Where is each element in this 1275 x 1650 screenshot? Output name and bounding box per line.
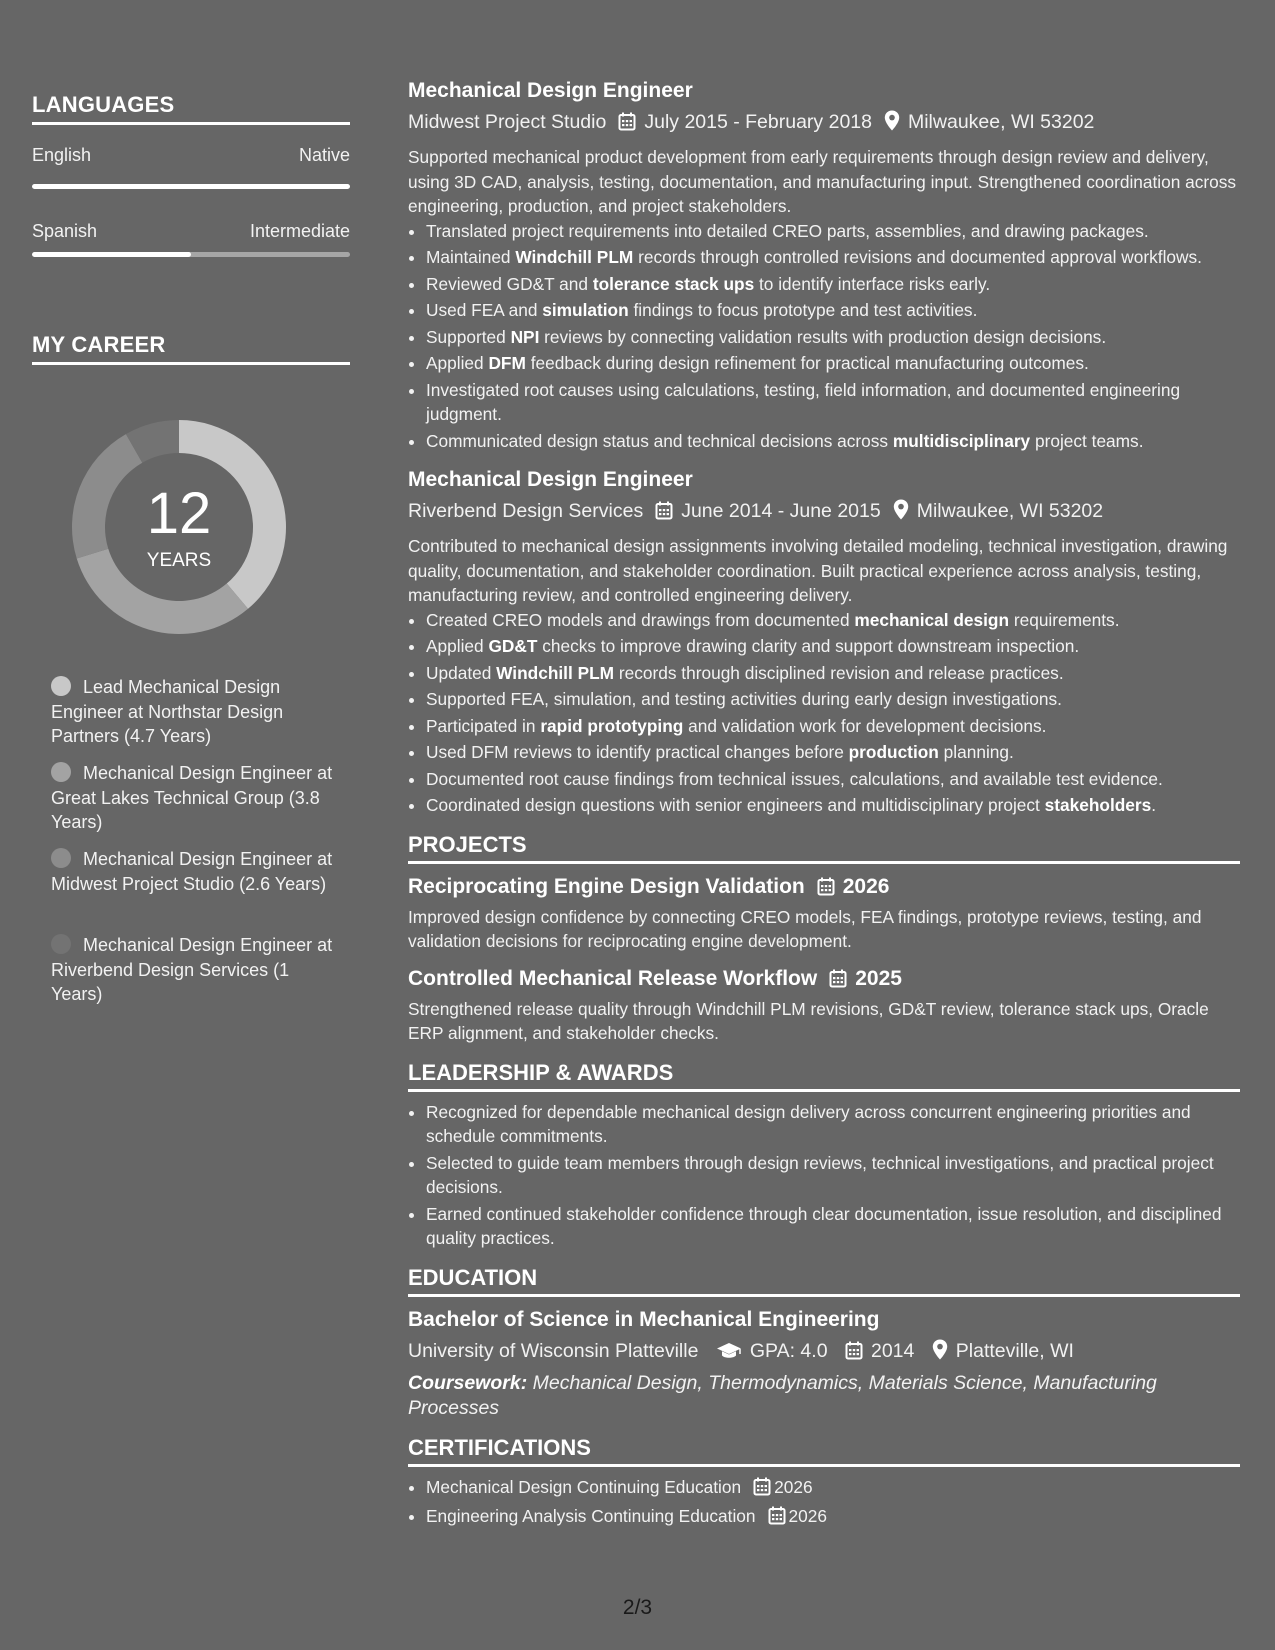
project-title-row [408,872,1240,905]
bullet-item [426,351,1240,376]
calendar-icon [845,1339,863,1369]
project-year: 2025 [855,966,902,990]
bullet-text: Communicated design status and technical decisions across [426,430,893,451]
job-meta [408,107,1240,140]
bullet-item [426,767,1240,792]
language-name: Spanish [32,221,98,241]
bullet-text: to identify interface risks early. [754,273,991,294]
job-title: Mechanical Design Engineer [408,468,693,491]
bullet-text: Maintained [426,247,516,267]
certification-item [426,1475,1240,1503]
project-year: 2026 [842,874,890,898]
job-entry [408,76,1240,453]
coursework-list: Mechanical Design, Thermodynamics, Materials Science, Manufacturing Processes [408,1371,1157,1419]
career-legend-label: Mechanical Design Engineer at Midwest Project Studio (2.6 Years) [51,849,333,894]
career-heading: MY CAREER [32,332,350,365]
bullet-item [426,325,1240,350]
projects-heading: PROJECTS [408,832,1240,864]
bullet-text: Updated [426,662,497,683]
language-bar-fill [32,252,191,257]
education-year: 2014 [870,1339,915,1362]
language-bar-english [32,184,350,189]
location-pin-icon [893,499,909,529]
job-location: Milwaukee, WI 53202 [907,111,1095,133]
calendar-icon [618,110,636,140]
bullet-text: reviews by connecting validation results with production design decisions. [539,326,1107,347]
location-pin-icon [884,110,900,140]
project-description: Strengthened release quality through Windchill PLM revisions, GD&T review, tolerance stack ups, Oracle ERP alignment, and stakeholder checks. [408,998,1209,1043]
job-bullets [408,219,1240,454]
calendar-icon [753,1477,771,1503]
bullet-emphasis: stakeholders [1044,795,1152,815]
career-legend-label: Mechanical Design Engineer at Riverbend Design Services (1 Years) [51,935,333,1004]
language-row-spanish [32,221,350,242]
education-degree: Bachelor of Science in Mechanical Engineering [408,1307,880,1331]
job-bullets [408,608,1240,818]
bullet-text: Used DFM reviews to identify practical changes before [426,742,849,762]
experience-list [408,76,1240,818]
legend-dot [51,762,71,782]
language-bar-fill [32,184,350,189]
education-location: Platteville, WI [955,1339,1074,1362]
calendar-icon [768,1506,786,1532]
bullet-text: Applied [426,353,489,373]
legend-dot [51,676,71,696]
certification-year-wrap [753,1477,812,1497]
certification-name: Mechanical Design Continuing Education [426,1476,742,1497]
education-school: University of Wisconsin Platteville [408,1339,699,1362]
bullet-text: records through controlled revisions and documented approval workflows. [633,247,1202,267]
certification-year: 2026 [788,1506,827,1526]
bullet-emphasis: DFM [488,353,526,373]
bullet-item [426,793,1240,818]
bullet-text: checks to improve drawing clarity and support downstream inspection. [537,636,1080,656]
leadership-heading: LEADERSHIP & AWARDS [408,1060,1240,1092]
bullet-text: and validation work for development decisions. [683,715,1047,736]
bullet-emphasis: tolerance stack ups [592,273,755,294]
bullet-text: . [1151,795,1157,815]
location-pin-icon [932,1339,948,1369]
bullet-emphasis: multidisciplinary [892,430,1031,451]
leadership-item: • Earned continued stakeholder confidence through clear documentation, issue resolution, and disciplined quality practices. [426,1202,1240,1251]
bullet-emphasis: mechanical design [854,609,1010,630]
bullet-item [426,298,1240,323]
job-meta [408,496,1240,529]
page-number: 2/3 [622,1596,653,1619]
certifications-heading: CERTIFICATIONS [408,1435,1240,1467]
leadership-item: • Recognized for dependable mechanical design delivery across concurrent engineering priorities and schedule commitments. [426,1100,1240,1149]
bullet-text: feedback during design refinement for practical manufacturing outcomes. [525,353,1089,373]
leadership-list [408,1100,1240,1251]
bullet-emphasis: rapid prototyping [540,715,684,736]
bullet-emphasis: Windchill PLM [515,247,634,267]
bullet-item [426,608,1240,633]
career-legend-item [51,761,336,835]
career-total-number: 12 [146,481,212,546]
bullet-text: records through disciplined revision and release practices. [614,662,1064,683]
bullet-emphasis: NPI [510,326,540,347]
languages-heading: LANGUAGES [32,92,350,125]
bullet-emphasis: simulation [542,300,629,320]
leadership-item: • Selected to guide team members through design reviews, technical investigations, and practical project decisions. [426,1151,1240,1200]
education-meta [408,1336,1240,1369]
career-legend-item [51,933,336,1007]
education-gpa: GPA: 4.0 [749,1339,828,1362]
bullet-item [426,740,1240,765]
bullet-item [426,714,1240,739]
projects-list [408,872,1240,1046]
bullet-item [426,429,1240,454]
bullet-item [426,661,1240,686]
bullet-emphasis: Windchill PLM [496,662,615,683]
coursework-label: Coursework: [408,1371,528,1394]
career-legend-label: Mechanical Design Engineer at Great Lakes Technical Group (3.8 Years) [51,763,333,832]
certification-year-wrap [768,1506,827,1526]
certification-year: 2026 [774,1476,813,1497]
language-level: Native [298,145,350,165]
project-title-row [408,964,1240,997]
legend-dot [51,934,71,954]
certification-name: Engineering Analysis Continuing Education [426,1506,756,1526]
career-legend-item [51,675,336,749]
bullet-emphasis: production [848,742,939,762]
project-title: Controlled Mechanical Release Workflow [408,966,818,990]
bullet-text: Participated in [426,715,541,736]
language-name: English [32,145,92,165]
project-description: Improved design confidence by connecting CREO models, FEA findings, prototype reviews, testing, and validation decisions for reciprocating engine development. [408,906,1202,951]
bullet-text: Documented root cause findings from technical issues, calculations, and available test evidence. [426,768,1163,789]
bullet-text: requirements. [1009,609,1120,630]
bullet-item [426,219,1240,244]
certifications-list [408,1475,1240,1532]
education-coursework [408,1371,1240,1421]
bullet-text: Supported [426,326,511,347]
education-heading: EDUCATION [408,1265,1240,1297]
bullet-text: Investigated root causes using calculations, testing, field information, and documented engineering judgment. [426,379,1181,424]
calendar-icon [655,499,673,529]
bullet-text: Supported FEA, simulation, and testing activities during early design investigations. [426,689,1062,709]
bullet-item [426,634,1240,659]
bullet-text: Translated project requirements into detailed CREO parts, assemblies, and drawing packages. [426,220,1149,241]
job-entry [408,465,1240,818]
bullet-item [426,378,1240,427]
job-location: Milwaukee, WI 53202 [916,500,1104,522]
bullet-text: Used FEA and [426,300,543,320]
job-dates: June 2014 - June 2015 [681,500,881,522]
project-title: Reciprocating Engine Design Validation [408,874,805,898]
calendar-icon [817,875,835,905]
bullet-text: planning. [938,742,1014,762]
career-total-unit: YEARS [146,550,212,571]
career-legend-item [51,847,336,896]
job-summary: Supported mechanical product development from early requirements through design review and delivery, using 3D CAD, analysis, testing, documentation, and manufacturing input. Strengthened coordination across engineering, production, and project stakeholders. [408,147,1237,216]
job-title: Mechanical Design Engineer [408,79,693,102]
bullet-text: Reviewed GD&T and [426,273,593,294]
job-company: Riverbend Design Services [408,500,644,522]
job-dates: July 2015 - February 2018 [644,111,872,133]
bullet-item [426,272,1240,297]
job-summary: Contributed to mechanical design assignments involving detailed modeling, technical investigation, drawing quality, documentation, and stakeholder coordination. Built practical experience across analysis, testing, manufacturing review, and controlled engineering delivery. [408,536,1228,605]
bullet-item [426,687,1240,712]
bullet-text: findings to focus prototype and test activities. [628,300,978,320]
job-company: Midwest Project Studio [408,111,607,133]
language-level: Intermediate [249,221,350,241]
bullet-text: Coordinated design questions with senior engineers and multidisciplinary project [426,795,1045,815]
calendar-icon [829,967,847,997]
main-column [408,76,1240,1534]
bullet-text: project teams. [1030,430,1144,451]
graduation-cap-icon [716,1339,742,1369]
bullet-emphasis: GD&T [488,636,538,656]
bullet-item [426,245,1240,270]
language-row-english [32,145,350,166]
bullet-text: Created CREO models and drawings from documented [426,609,855,630]
career-legend-label: Lead Mechanical Design Engineer at Northstar Design Partners (4.7 Years) [51,677,284,746]
legend-dot [51,848,71,868]
certification-item [426,1504,1240,1532]
language-bar-spanish [32,252,350,257]
bullet-text: Applied [426,636,489,656]
